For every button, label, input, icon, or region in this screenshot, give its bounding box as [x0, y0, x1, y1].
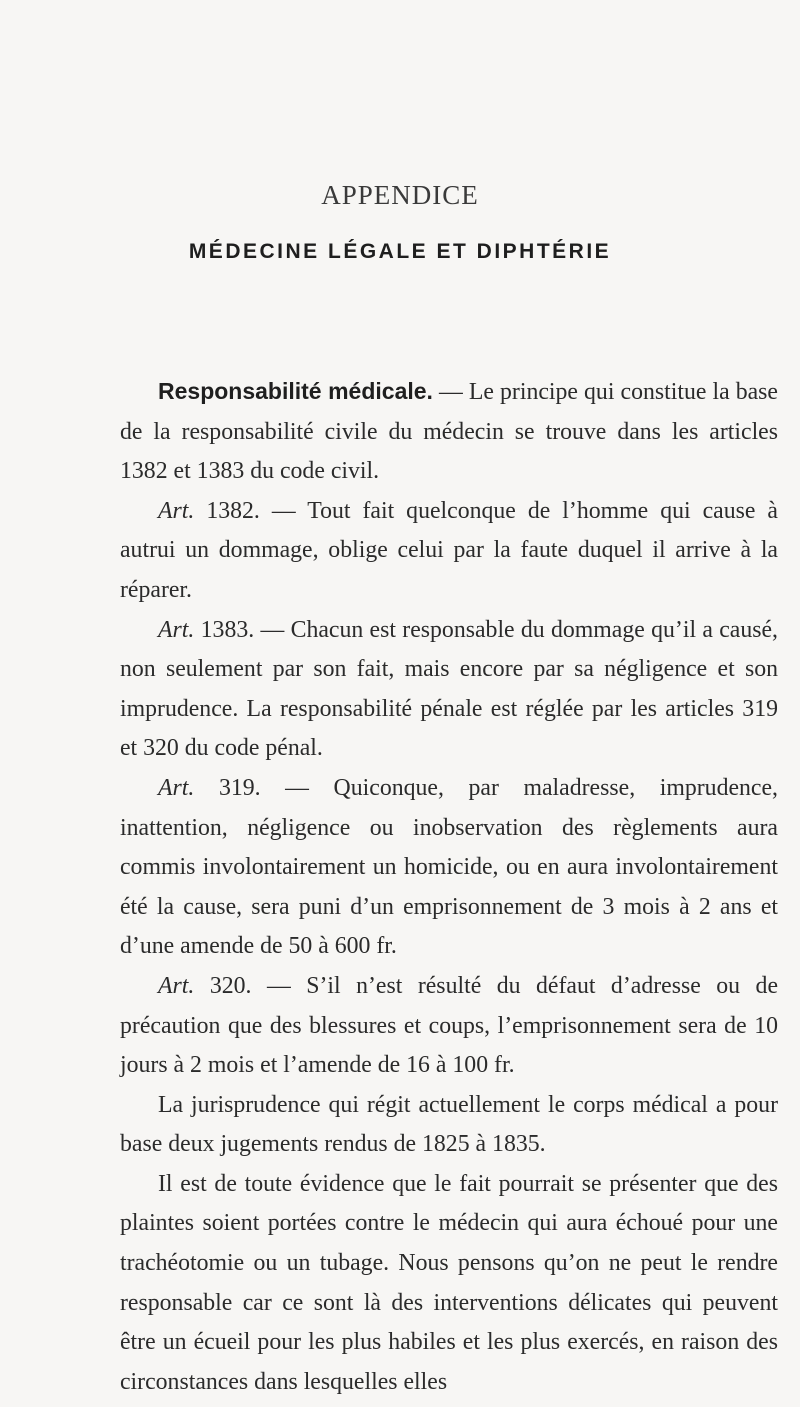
article-number: 1382.: [194, 497, 260, 524]
paragraph-text: Il est de toute évidence que le fait pourrait se présenter que des plaintes soient portées contre le médecin qui aura échoué pour une trachéotomie ou un tubage. Nous pensons qu’on ne peut le rendre responsable car ce sont là des interventions délicates qui peuvent être un écueil pour les plus habiles et les plus exercés, en raison des circonstances dans lesquelles elles: [120, 1170, 778, 1395]
paragraph-text: — Chacun est responsable du dommage qu’il a causé, non seulement par son fait, mais encore par sa négligence et son imprudence. La responsabilité pénale est réglée par les articles 319 et 320 du code pénal.: [120, 616, 778, 762]
article-number: 319.: [194, 774, 261, 801]
article-label: Art.: [158, 972, 195, 999]
article-number: 320.: [194, 972, 252, 999]
paragraph-responsabilite: [120, 372, 778, 492]
paragraph-lead: Responsabilité médicale.: [158, 378, 433, 404]
paragraph-evidence: [120, 1165, 778, 1403]
paragraph-art-319: [120, 769, 778, 967]
paragraph-art-1382: [120, 492, 778, 611]
appendix-title: APPENDICE: [321, 180, 479, 210]
paragraph-art-320: [120, 967, 778, 1086]
paragraph-text: — Tout fait quelconque de l’homme qui cause à autrui un dommage, oblige celui par la faute duquel il arrive à la réparer.: [120, 497, 778, 603]
section-title: MÉDECINE LÉGALE ET DIPHTÉRIE: [188, 240, 612, 263]
paragraph-text: — Le principe qui constitue la base de la responsabilité civile du médecin se trouve dans les articles 1382 et 1383 du code civil.: [120, 379, 778, 485]
article-number: 1383.: [194, 616, 255, 643]
paragraph-art-1383: [120, 611, 778, 769]
article-label: Art.: [158, 616, 195, 643]
body-text: [120, 372, 778, 1402]
paragraph-text: — Quiconque, par maladresse, imprudence, inattention, négligence ou inobservation des règlements aura commis involontairement un homicide, ou en aura involontairement été la cause, sera puni d’un emprisonnement de 3 mois à 2 ans et d’une amende de 50 à 600 fr.: [120, 774, 779, 960]
paragraph-jurisprudence: [120, 1086, 778, 1165]
paragraph-text: — S’il n’est résulté du défaut d’adresse ou de précaution que des blessures et coups, l’emprisonnement sera de 10 jours à 2 mois et l’amende de 16 à 100 fr.: [120, 972, 779, 1079]
article-label: Art.: [158, 774, 195, 801]
article-label: Art.: [158, 497, 195, 524]
paragraph-text: La jurisprudence qui régit actuellement le corps médical a pour base deux jugements rendus de 1825 à 1835.: [120, 1091, 778, 1158]
